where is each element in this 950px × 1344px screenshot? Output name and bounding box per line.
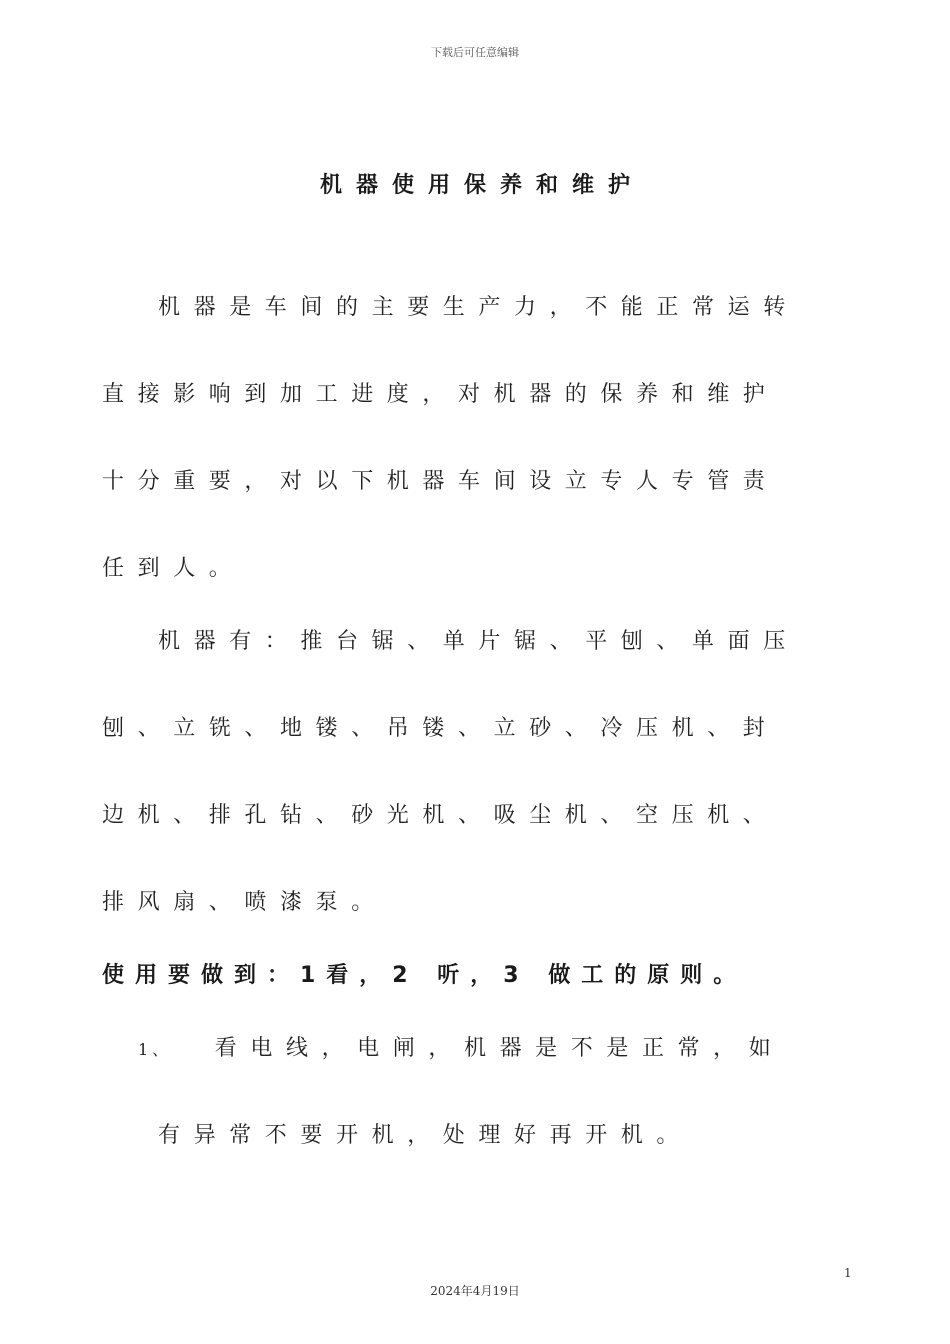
paragraph-1-line-4: 任到人。 bbox=[102, 556, 245, 581]
paragraph-2-line-2: 刨、立铣、地镂、吊镂、立砂、冷压机、封 bbox=[102, 716, 779, 741]
paragraph-1-line-3: 十分重要，对以下机器车间设立专人专管责 bbox=[102, 469, 779, 494]
usage-principle: 使用要做到：1看，2 听，3 做工的原则。 bbox=[102, 963, 747, 988]
list-item-1-line-1 bbox=[138, 1031, 784, 1062]
list-item-1-line-2: 有异常不要开机，处理好再开机。 bbox=[158, 1123, 693, 1148]
paragraph-1-line-2: 直接影响到加工进度，对机器的保养和维护 bbox=[102, 382, 779, 407]
paragraph-2-line-3: 边机、排孔钻、砂光机、吸尘机、空压机、 bbox=[102, 803, 779, 828]
document-title: 机器使用保养和维护 bbox=[319, 173, 644, 198]
list-item-1-number: 1、 bbox=[138, 1040, 173, 1059]
paragraph-2-line-1: 机器有：推台锯、单片锯、平刨、单面压 bbox=[158, 629, 799, 654]
list-item-1-text: 看电线，电闸，机器是不是正常，如 bbox=[214, 1036, 785, 1061]
paragraph-1-line-1: 机器是车间的主要生产力，不能正常运转 bbox=[158, 295, 799, 320]
page-number: 1 bbox=[844, 1266, 852, 1280]
page-header: 下载后可任意编辑 bbox=[431, 46, 519, 59]
footer-date: 2024年4月19日 bbox=[430, 1284, 520, 1298]
paragraph-2-line-4: 排风扇、喷漆泵。 bbox=[102, 890, 387, 915]
